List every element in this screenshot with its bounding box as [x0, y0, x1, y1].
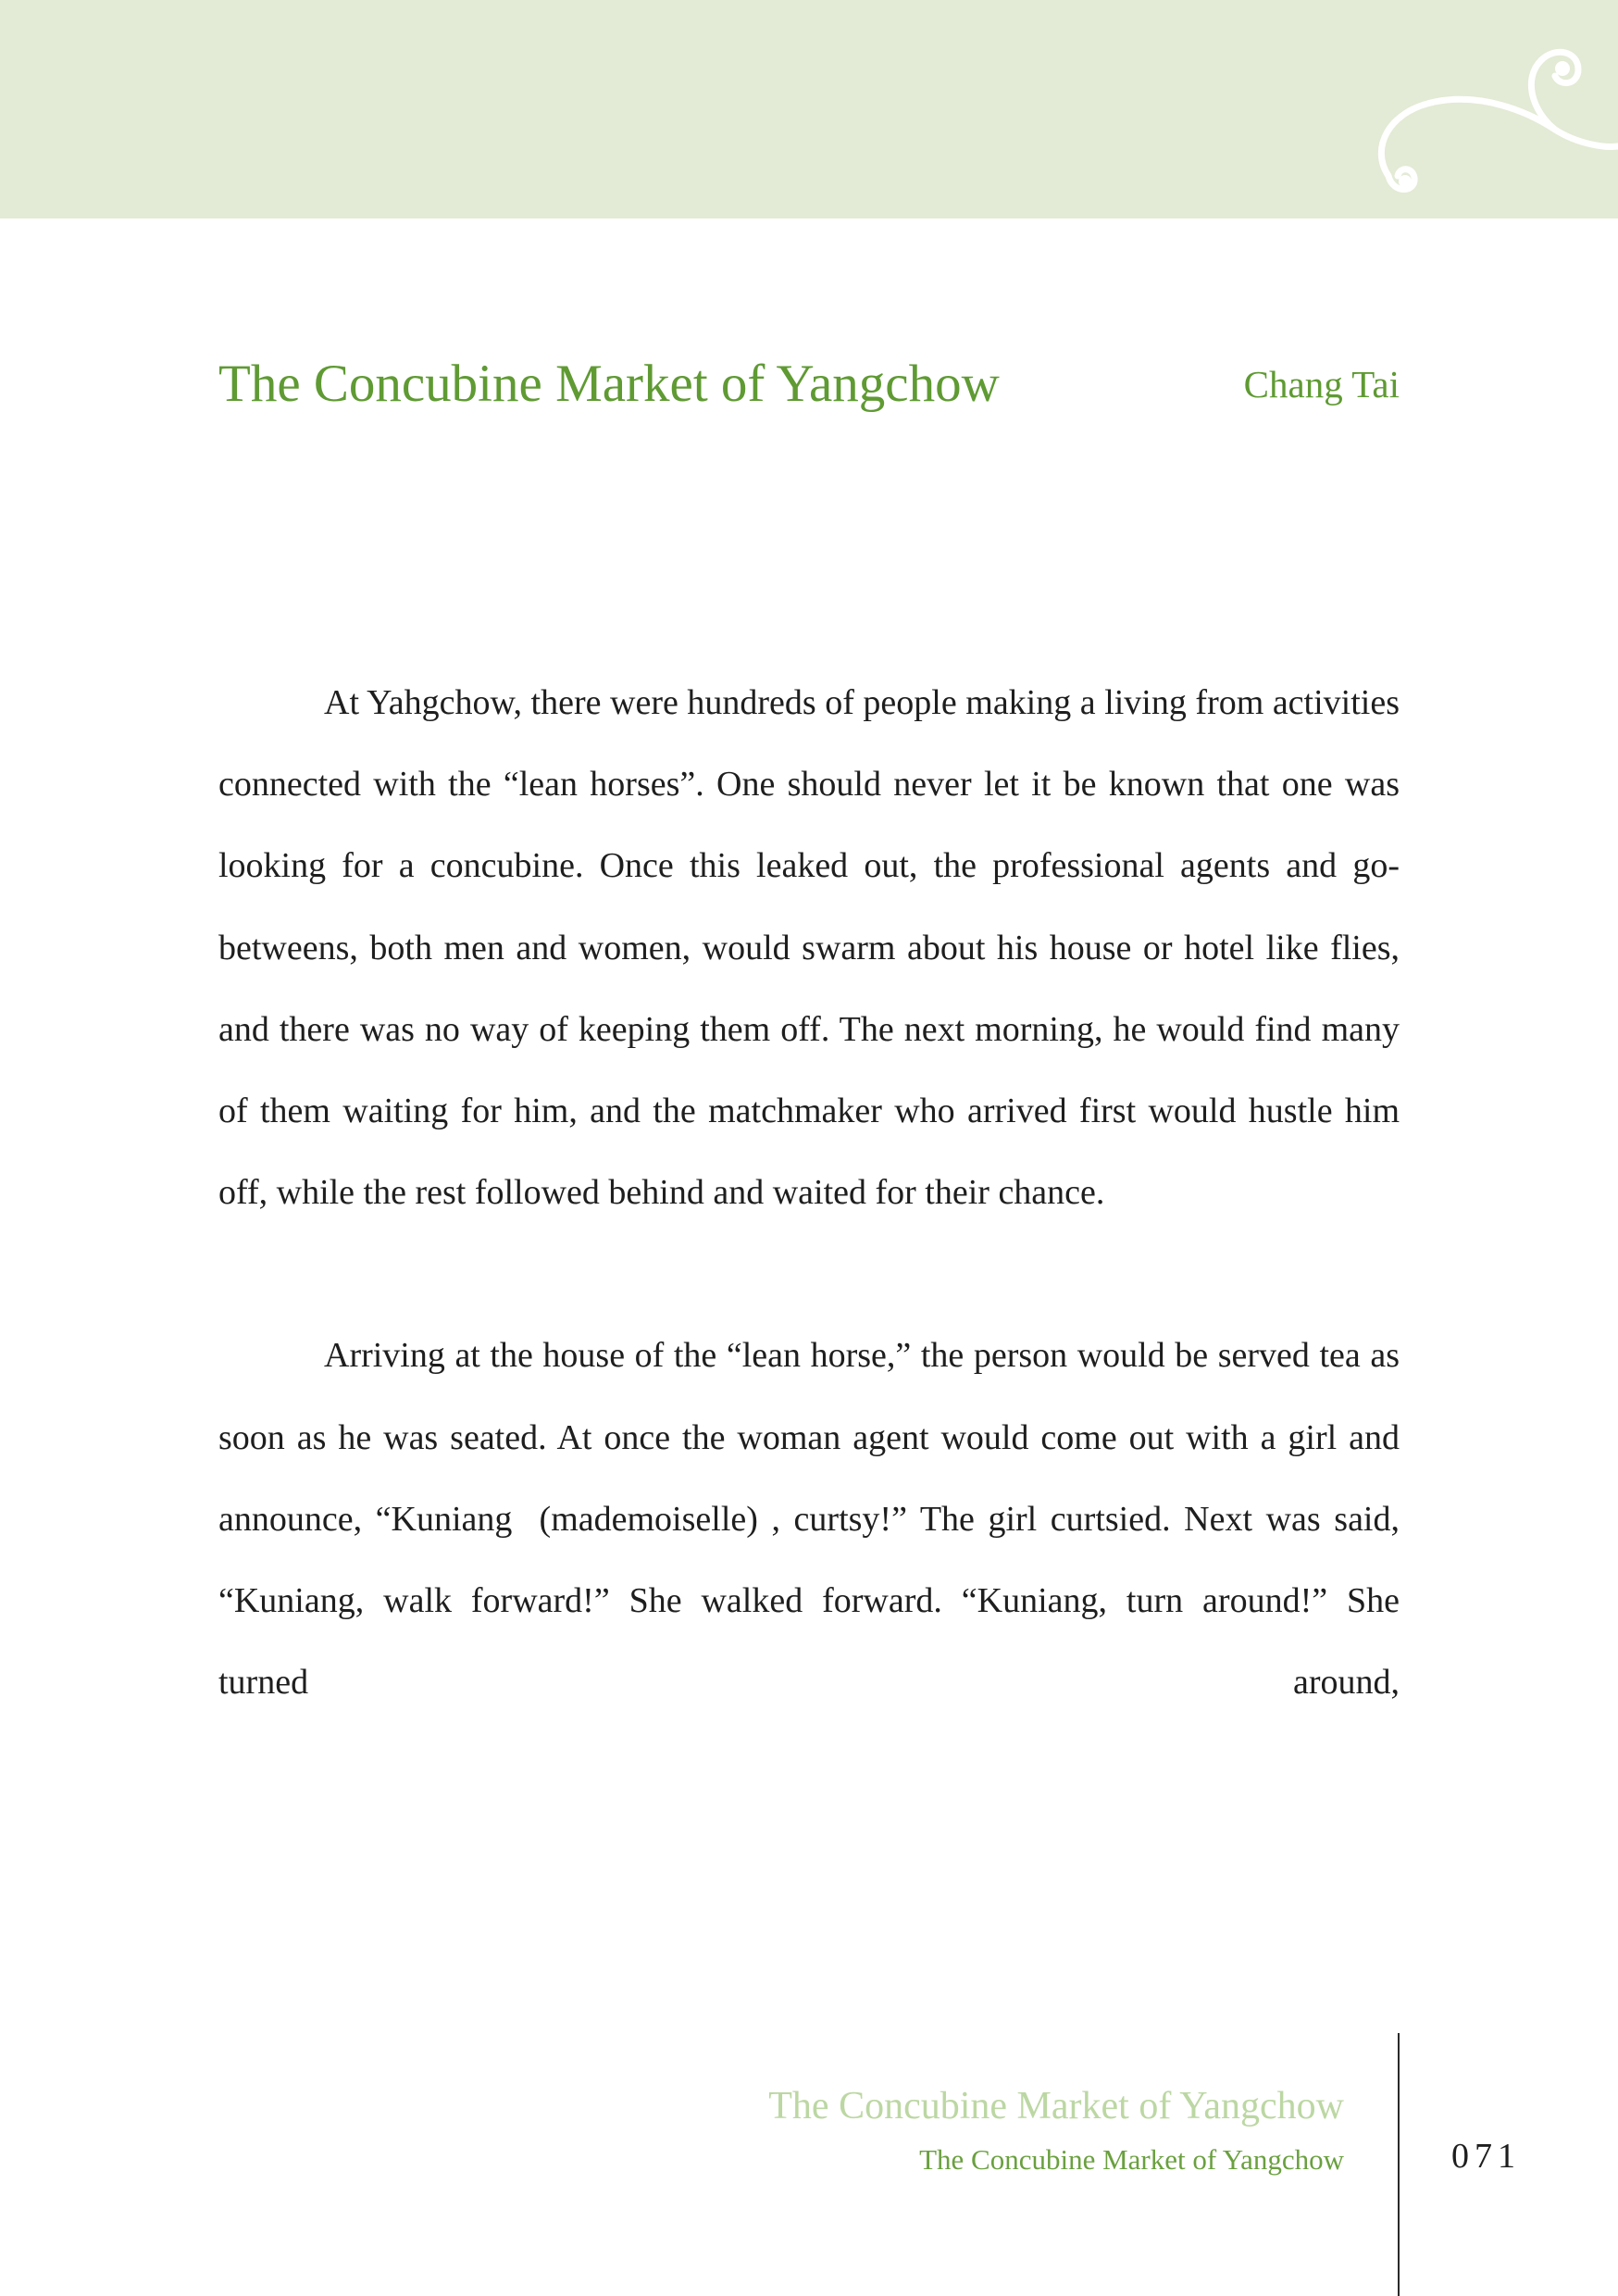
page-number: 071 [1451, 2137, 1521, 2176]
paragraph-1: At Yahgchow, there were hundreds of people making a living from activities connected with the “lean horses”. One should never let it be known that one was looking for a concubine. Once this leaked out, the professional agents and go-betweens, both men and women, would swarm about his house or hotel like flies, and there was no way of keeping them off. The next morning, he would find many of them waiting for him, and the matchmaker who arrived first would hustle him off, while the rest followed behind and waited for their chance. [218, 683, 1400, 1213]
paragraph-2: Arriving at the house of the “lean horse,” the person would be served tea as soon as he was seated. At once the woman agent would come out with a girl and announce, “Kuniang (mademoiselle) , curtsy!” The girl curtsied. Next was said, “Kuniang, walk forward!” She walked forward. “Kuniang, turn around!” She turned around, [218, 1336, 1400, 1703]
decorative-swirl-icon [1370, 28, 1618, 213]
author-name: Chang Tai [1243, 363, 1400, 406]
footer-divider [1398, 2033, 1400, 2296]
footer-running-subtitle: The Concubine Market of Yangchow [919, 2143, 1344, 2176]
title-row [218, 352, 1400, 417]
body-text [218, 662, 1400, 1804]
header-band [0, 0, 1618, 218]
footer-running-title: The Concubine Market of Yangchow [768, 2085, 1344, 2128]
page-title: The Concubine Market of Yangchow [218, 355, 1000, 413]
